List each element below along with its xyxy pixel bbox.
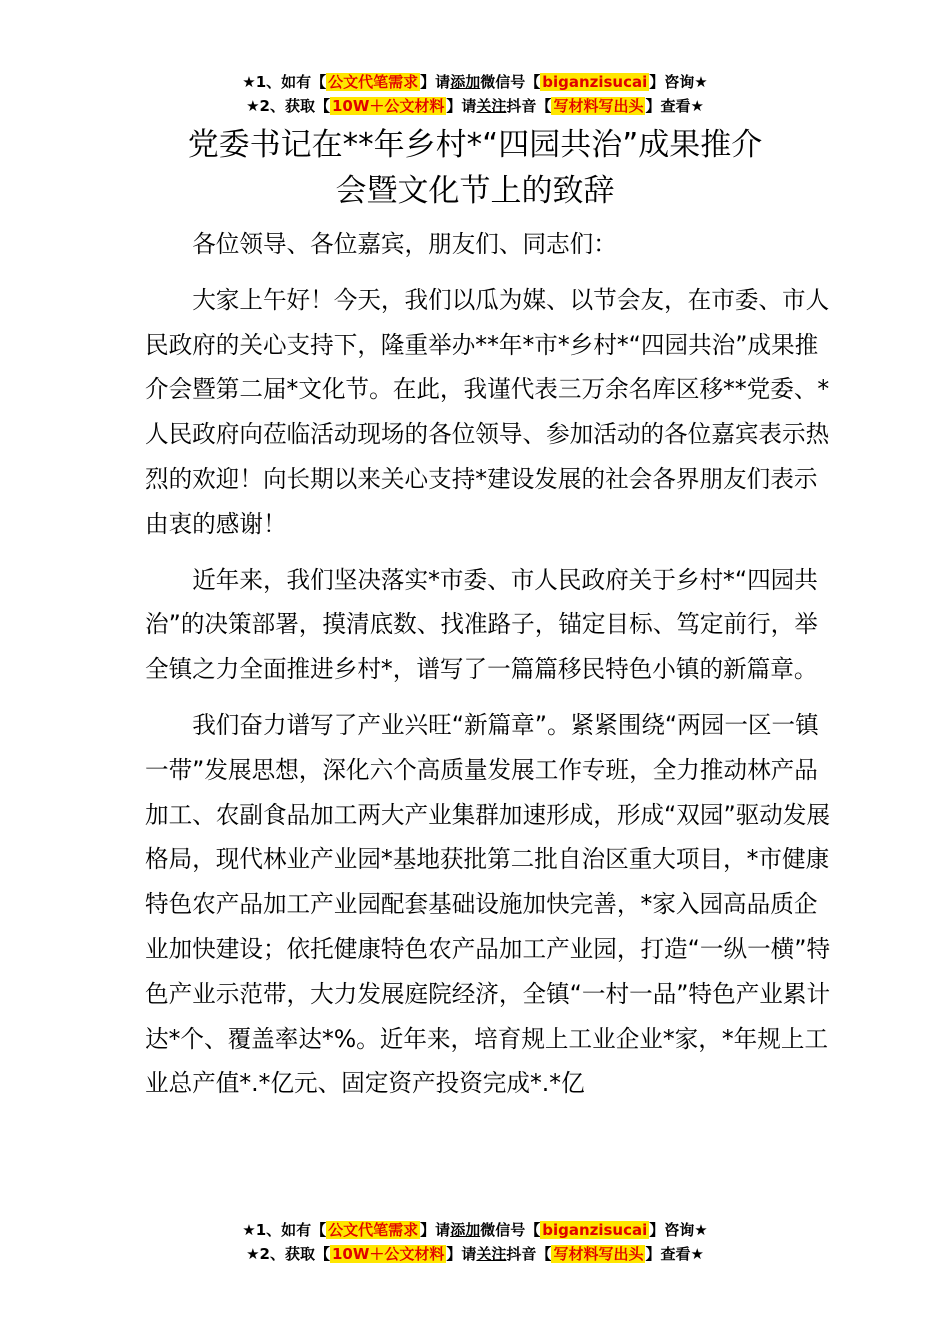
banner-highlight-materials: 10W＋公文材料 bbox=[331, 1245, 445, 1263]
banner-text: 】查看★ bbox=[645, 1245, 704, 1263]
banner-highlight-douyin-id: 写材料写出头 bbox=[553, 97, 644, 115]
banner-line-1 bbox=[0, 70, 950, 94]
banner-highlight-douyin-id: 写材料写出头 bbox=[553, 1245, 644, 1263]
title-line-2: 会暨文化节上的致辞 bbox=[335, 173, 615, 209]
banner-text: 】咨询★ bbox=[649, 1221, 708, 1239]
banner-text: 】请 bbox=[420, 73, 451, 91]
banner-highlight-wechat-id: biganzisucai bbox=[542, 1221, 648, 1239]
banner-line-2 bbox=[0, 94, 950, 118]
footer-banner bbox=[0, 1218, 950, 1266]
paragraph-industry: 我们奋力谱写了产业兴旺“新篇章”。紧紧围绕“两园一区一镇一带”发展思想，深化六个高质量发展工作专班，全力推动林产品加工、农副食品加工两大产业集群加速形成，形成“双园”驱动发展格局，现代林业产业园*基地获批第二批自治区重大项目，*市健康特色农产品加工产业园配套基础设施加快完善，*家入园高品质企业加快建设；依托健康特色农产品加工产业园，打造“一纵一横”特色产业示范带，大力发展庭院经济，全镇“一村一品”特色产业累计达*个、覆盖率达*%。近年来，培育规上工业企业*家，*年规上工业总产值*.*亿元、固定资产投资完成*.*亿 bbox=[145, 710, 831, 1098]
banner-line-2 bbox=[0, 1242, 950, 1266]
banner-text: 】请 bbox=[446, 97, 477, 115]
banner-text: 】请 bbox=[446, 1245, 477, 1263]
banner-text: 】查看★ bbox=[645, 97, 704, 115]
banner-emphasis: 关注 bbox=[476, 1245, 507, 1263]
banner-line-1 bbox=[0, 1218, 950, 1242]
paragraph-greeting: 大家上午好！今天，我们以瓜为媒、以节会友，在市委、市人民政府的关心支持下，隆重举办**年*市*乡村*“四园共治”成果推介会暨第二届*文化节。在此，我谨代表三万余名库区移**党委、*人民政府向莅临活动现场的各位领导、参加活动的各位嘉宾表示热烈的欢迎！向长期以来关心支持*建设发展的社会各界朋友们表示由衷的感谢！ bbox=[145, 285, 830, 538]
document-title bbox=[100, 122, 850, 214]
banner-text: 微信号【 bbox=[480, 73, 541, 91]
banner-highlight-service: 公文代笔需求 bbox=[328, 1221, 419, 1239]
banner-text: 微信号【 bbox=[480, 1221, 541, 1239]
header-banner bbox=[0, 70, 950, 118]
banner-highlight-wechat-id: biganzisucai bbox=[542, 73, 648, 91]
banner-text: ★2、获取【 bbox=[246, 97, 330, 115]
paragraph-overview: 近年来，我们坚决落实*市委、市人民政府关于乡村*“四园共治”的决策部署，摸清底数、找准路子，锚定目标、笃定前行，举全镇之力全面推进乡村*，谱写了一篇篇移民特色小镇的新篇章。 bbox=[145, 565, 818, 684]
banner-highlight-service: 公文代笔需求 bbox=[328, 73, 419, 91]
banner-text: 】咨询★ bbox=[649, 73, 708, 91]
banner-text: 抖音【 bbox=[506, 97, 552, 115]
banner-text: ★1、如有【 bbox=[242, 1221, 327, 1239]
banner-emphasis: 添加 bbox=[450, 73, 481, 91]
banner-emphasis: 添加 bbox=[450, 1221, 481, 1239]
banner-text: ★2、获取【 bbox=[246, 1245, 330, 1263]
banner-text: 抖音【 bbox=[506, 1245, 552, 1263]
banner-highlight-materials: 10W＋公文材料 bbox=[331, 97, 445, 115]
title-line-1: 党委书记在**年乡村*“四园共治”成果推介 bbox=[187, 127, 763, 163]
paragraph-salutation: 各位领导、各位嘉宾，朋友们、同志们： bbox=[192, 230, 617, 258]
document-body bbox=[145, 222, 835, 1117]
banner-text: ★1、如有【 bbox=[242, 73, 327, 91]
banner-text: 】请 bbox=[420, 1221, 451, 1239]
banner-emphasis: 关注 bbox=[476, 97, 507, 115]
